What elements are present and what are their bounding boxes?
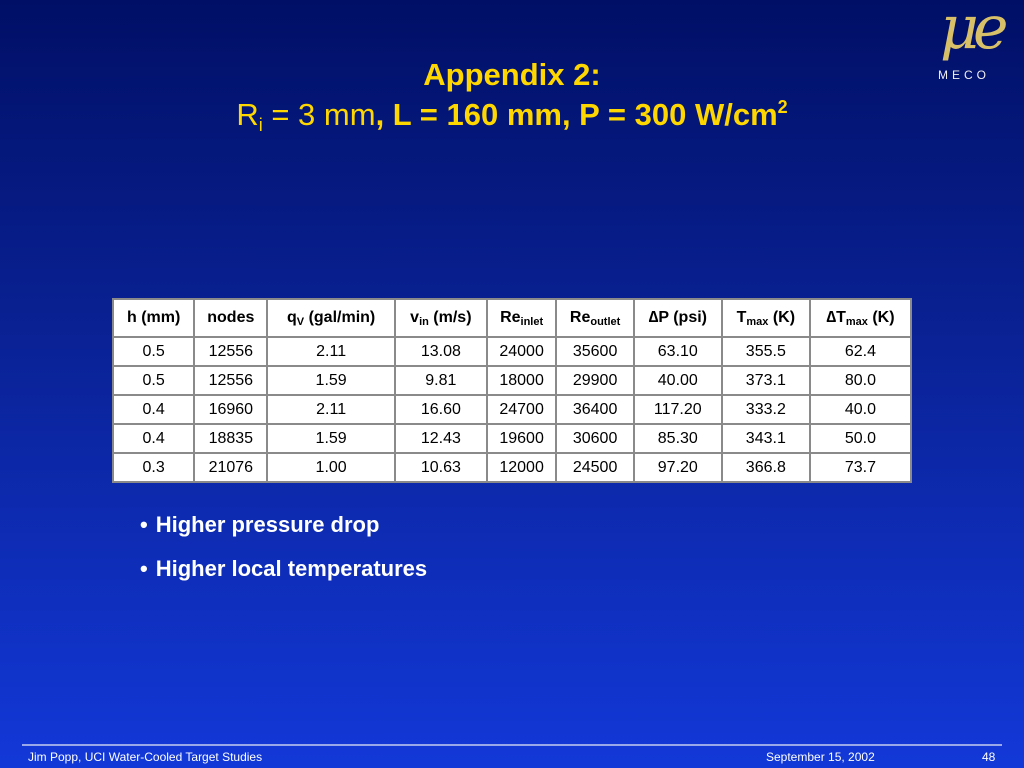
table-cell: 373.1 (722, 366, 810, 395)
subtitle-parameters: , L = 160 mm, P = 300 W/cm (375, 97, 778, 132)
table-cell: 16.60 (395, 395, 487, 424)
header-sub: in (419, 315, 429, 328)
table-cell: 62.4 (810, 337, 911, 366)
table-cell: 117.20 (634, 395, 722, 424)
bullet-text: Higher local temperatures (155, 556, 428, 581)
table-cell: 355.5 (722, 337, 810, 366)
column-header (194, 299, 267, 337)
table-cell: 1.59 (267, 424, 395, 453)
footer-page-number: 48 (982, 750, 996, 764)
table-cell: 30600 (556, 424, 633, 453)
column-header (267, 299, 395, 337)
meco-logo-text: MECO (938, 68, 990, 82)
bullet-item (140, 556, 427, 600)
header-main: Re (500, 308, 521, 326)
header-tail: (gal/min) (304, 308, 376, 326)
table-cell: 12556 (194, 337, 267, 366)
table-row (113, 453, 911, 482)
header-main: ∆P (psi) (648, 308, 707, 326)
slide-subtitle (0, 97, 1024, 136)
table-cell: 85.30 (634, 424, 722, 453)
table-cell: 0.3 (113, 453, 194, 482)
table-cell: 12.43 (395, 424, 487, 453)
column-header (634, 299, 722, 337)
column-header (395, 299, 487, 337)
table-cell: 9.81 (395, 366, 487, 395)
table-cell: 21076 (194, 453, 267, 482)
header-main: ∆T (826, 308, 846, 326)
table-cell: 40.00 (634, 366, 722, 395)
header-main: Re (569, 308, 591, 326)
header-sub: max (845, 315, 868, 328)
table-row (113, 395, 911, 424)
results-table (112, 298, 912, 483)
table-cell: 343.1 (722, 424, 810, 453)
table-cell: 73.7 (810, 453, 911, 482)
table-cell: 63.10 (634, 337, 722, 366)
column-header (556, 299, 633, 337)
column-header (487, 299, 557, 337)
table-cell: 19600 (487, 424, 557, 453)
table-cell: 24500 (556, 453, 633, 482)
table-row (113, 366, 911, 395)
footer-author-title: Jim Popp, UCI Water-Cooled Target Studies (28, 750, 263, 764)
table-row (113, 424, 911, 453)
table-cell: 16960 (194, 395, 267, 424)
table-cell: 2.11 (267, 395, 395, 424)
table-cell: 366.8 (722, 453, 810, 482)
header-main: T (736, 308, 747, 326)
footer-divider (22, 744, 1002, 746)
table-cell: 24000 (487, 337, 557, 366)
table-cell: 18835 (194, 424, 267, 453)
header-sub: outlet (590, 315, 621, 328)
table-header-row (113, 299, 911, 337)
subtitle-superscript: 2 (777, 97, 788, 117)
header-sub: inlet (520, 315, 544, 328)
table-cell: 2.11 (267, 337, 395, 366)
header-main: v (410, 308, 420, 326)
table-cell: 50.0 (810, 424, 911, 453)
bullet-marker: • (140, 556, 148, 581)
table-cell: 12556 (194, 366, 267, 395)
table-cell: 0.5 (113, 366, 194, 395)
bullet-item (140, 512, 427, 556)
table-row (113, 337, 911, 366)
header-main: h (mm) (126, 308, 181, 326)
table-cell: 1.59 (267, 366, 395, 395)
column-header (810, 299, 911, 337)
footer-date: September 15, 2002 (766, 750, 875, 764)
header-main: q (287, 308, 297, 326)
header-sub: V (296, 315, 305, 328)
table-cell: 1.00 (267, 453, 395, 482)
column-header (113, 299, 194, 337)
subtitle-r-value: = 3 mm (262, 97, 376, 132)
table-cell: 18000 (487, 366, 557, 395)
table-cell: 0.5 (113, 337, 194, 366)
column-header (722, 299, 810, 337)
header-tail: (K) (867, 308, 895, 326)
subtitle-r-subscript: i (258, 115, 263, 135)
table-cell: 24700 (487, 395, 557, 424)
header-tail: (m/s) (428, 308, 472, 326)
table-cell: 333.2 (722, 395, 810, 424)
bullet-marker: • (140, 512, 148, 537)
mu-e-logo-symbol: μe (940, 0, 1003, 63)
table-cell: 80.0 (810, 366, 911, 395)
table-cell: 40.0 (810, 395, 911, 424)
bullet-text: Higher pressure drop (155, 512, 380, 537)
table-cell: 97.20 (634, 453, 722, 482)
slide-title: Appendix 2: (423, 57, 601, 92)
header-main: nodes (207, 308, 255, 326)
header-sub: max (746, 315, 769, 328)
bullet-list (140, 512, 427, 600)
table-cell: 29900 (556, 366, 633, 395)
table-cell: 36400 (556, 395, 633, 424)
table-cell: 12000 (487, 453, 557, 482)
table-cell: 35600 (556, 337, 633, 366)
table-cell: 10.63 (395, 453, 487, 482)
table-cell: 13.08 (395, 337, 487, 366)
header-tail: (K) (768, 308, 796, 326)
table-cell: 0.4 (113, 395, 194, 424)
table-cell: 0.4 (113, 424, 194, 453)
subtitle-r-symbol: R (236, 97, 259, 132)
